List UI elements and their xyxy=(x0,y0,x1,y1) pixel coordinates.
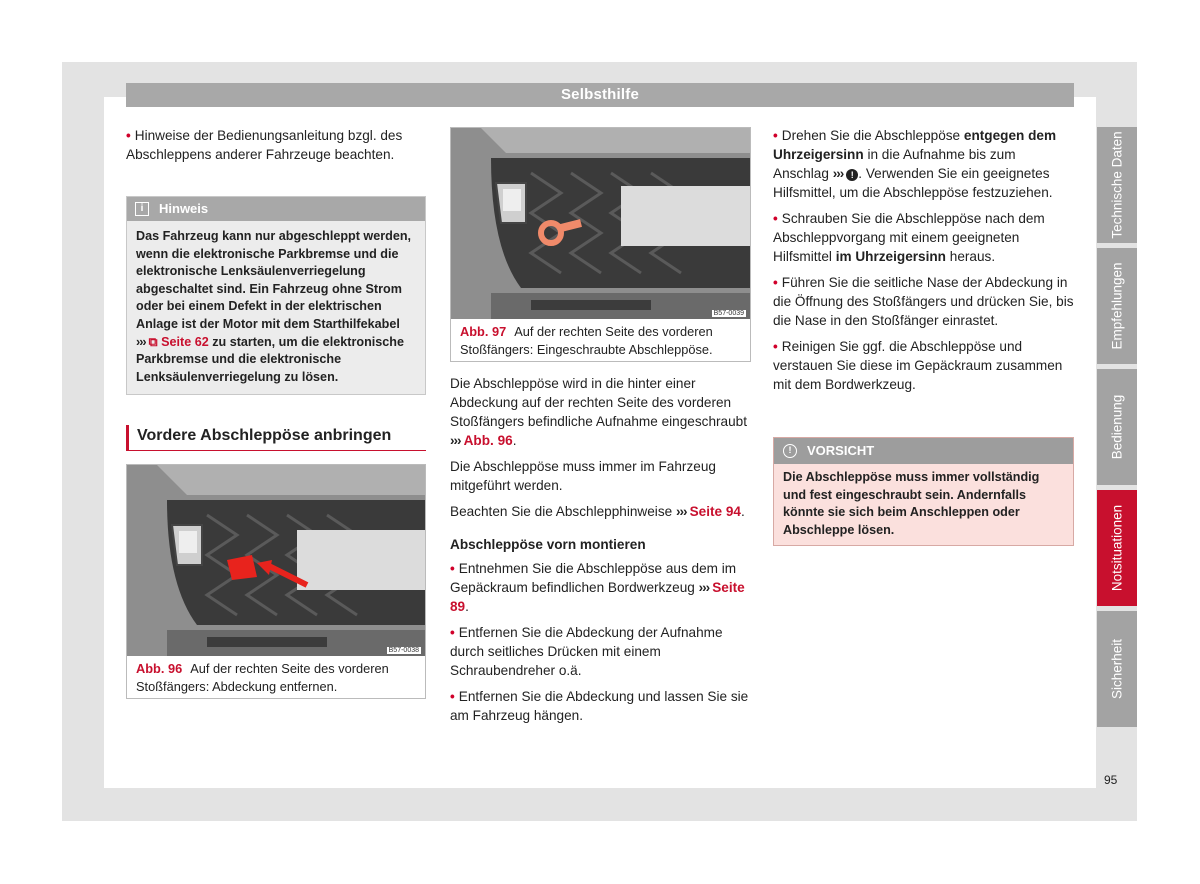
tab-empfehlungen[interactable]: Empfehlungen xyxy=(1097,248,1137,364)
caution-box xyxy=(773,437,1074,546)
tab-sicherheit[interactable]: Sicherheit xyxy=(1097,611,1137,727)
figure-link[interactable]: Abb. 96 xyxy=(463,433,513,448)
bumper-cover-illustration xyxy=(127,465,425,656)
page-link[interactable]: Seite 89 xyxy=(450,580,745,614)
list-item: • Führen Sie die seitliche Nase der Abdeckung in die Öffnung des Stoßfängers und drücken Sie, bis die Nase in den Stoßfänger einrastet. xyxy=(773,275,1074,328)
intro-bullet: • Hinweise der Bedienungsanleitung bzgl. des Abschleppens anderer Fahrzeuge beachten. xyxy=(126,128,403,162)
note-body: Das Fahrzeug kann nur abgeschleppt werden, wenn die elektronische Parkbremse und die elektronische Lenksäulenverriegelung abgeschaltet sind. Ein Fahrzeug ohne Strom oder bei einem Defekt in der elektrischen Anlage ist der Motor mit dem Starthilfekabel ››› ⧉ Seite 62 zu starten, um die elektronische Parkbremse und die elektronische Lenksäulenverriegelung zu lösen. xyxy=(136,229,412,384)
list-item: • Entfernen Sie die Abdeckung und lassen Sie sie am Fahrzeug hängen. xyxy=(450,689,749,723)
page-link[interactable]: Seite 94 xyxy=(689,504,741,519)
list-item: • Schrauben Sie die Abschleppöse nach dem Abschleppvorgang mit einem geeigneten Hilfsmittel im Uhrzeigersinn heraus. xyxy=(773,211,1045,264)
figure-96-caption: Abb. 96 Auf der rechten Seite des vorderen Stoßfängers: Abdeckung entfernen. xyxy=(136,661,389,694)
info-icon: i xyxy=(135,202,149,216)
tow-eye-illustration xyxy=(451,128,750,319)
figure-97 xyxy=(450,127,751,362)
subheading: Abschleppöse vorn montieren xyxy=(450,537,646,552)
list-item: • Reinigen Sie ggf. die Abschleppöse und verstauen Sie diese im Gepäckraum zusammen mit dem Bordwerkzeug. xyxy=(773,339,1063,392)
caution-body: Die Abschleppöse muss immer vollständig und fest eingeschraubt sein. Andernfalls könnte sie sich beim Anschleppen oder Abschleppe lösen. xyxy=(783,470,1040,537)
caution-header: ! VORSICHT xyxy=(774,438,1073,464)
reference-arrows-icon: ››› xyxy=(450,433,461,448)
figure-97-image xyxy=(451,128,750,319)
list-item: • Entfernen Sie die Abdeckung der Aufnahme durch seitliches Drücken mit einem Schraubendreher o.ä. xyxy=(450,625,723,678)
right-column xyxy=(773,126,1074,401)
section-title: Vordere Abschleppöse anbringen xyxy=(126,425,426,451)
reference-arrows-icon: ››› xyxy=(136,334,146,349)
figure-code: B57-0038 xyxy=(388,647,419,654)
left-column xyxy=(126,126,426,171)
figure-96-image xyxy=(127,465,425,656)
reference-arrows-icon: ››› xyxy=(675,504,687,519)
middle-paragraph-1: Die Abschleppöse wird in die hinter einer Abdeckung auf der rechten Seite des vorderen Stoßfängers befindliche Aufnahme eingeschraubt ››› Abb. 96. xyxy=(450,376,747,448)
middle-column xyxy=(450,374,750,732)
note-link-icon: ⧉ xyxy=(148,334,162,349)
note-header: i Hinweis xyxy=(127,197,425,221)
caution-icon: ! xyxy=(783,444,797,458)
middle-paragraph-2: Die Abschleppöse muss immer im Fahrzeug mitgeführt werden. xyxy=(450,459,716,493)
list-item: • Entnehmen Sie die Abschleppöse aus dem im Gepäckraum befindlichen Bordwerkzeug ››› Seite 89. xyxy=(450,561,745,614)
warning-circle-icon: ! xyxy=(846,169,858,181)
tab-notsituationen[interactable]: Notsituationen xyxy=(1097,490,1137,606)
page-header: Selbsthilfe xyxy=(126,83,1074,107)
note-page-link[interactable]: Seite 62 xyxy=(161,334,209,349)
list-item: • Drehen Sie die Abschleppöse entgegen dem Uhrzeigersinn in die Aufnahme bis zum Anschlag ››› ! . Verwenden Sie ein geeignetes Hilfsmittel, um die Abschleppöse festzuziehen. xyxy=(773,128,1057,200)
page-number: 95 xyxy=(1104,773,1118,787)
reference-arrows-icon: ››› xyxy=(832,166,844,181)
figure-97-caption: Abb. 97 Auf der rechten Seite des vorderen Stoßfängers: Eingeschraubte Abschleppöse. xyxy=(460,324,713,357)
middle-paragraph-3: Beachten Sie die Abschlepphinweise ››› Seite 94. xyxy=(450,504,745,519)
note-box xyxy=(126,196,426,395)
tab-bedienung[interactable]: Bedienung xyxy=(1097,369,1137,485)
reference-arrows-icon: ››› xyxy=(698,580,710,595)
figure-code: B57-0039 xyxy=(713,310,744,317)
figure-96 xyxy=(126,464,426,699)
tab-technische-daten[interactable]: Technische Daten xyxy=(1097,127,1137,243)
